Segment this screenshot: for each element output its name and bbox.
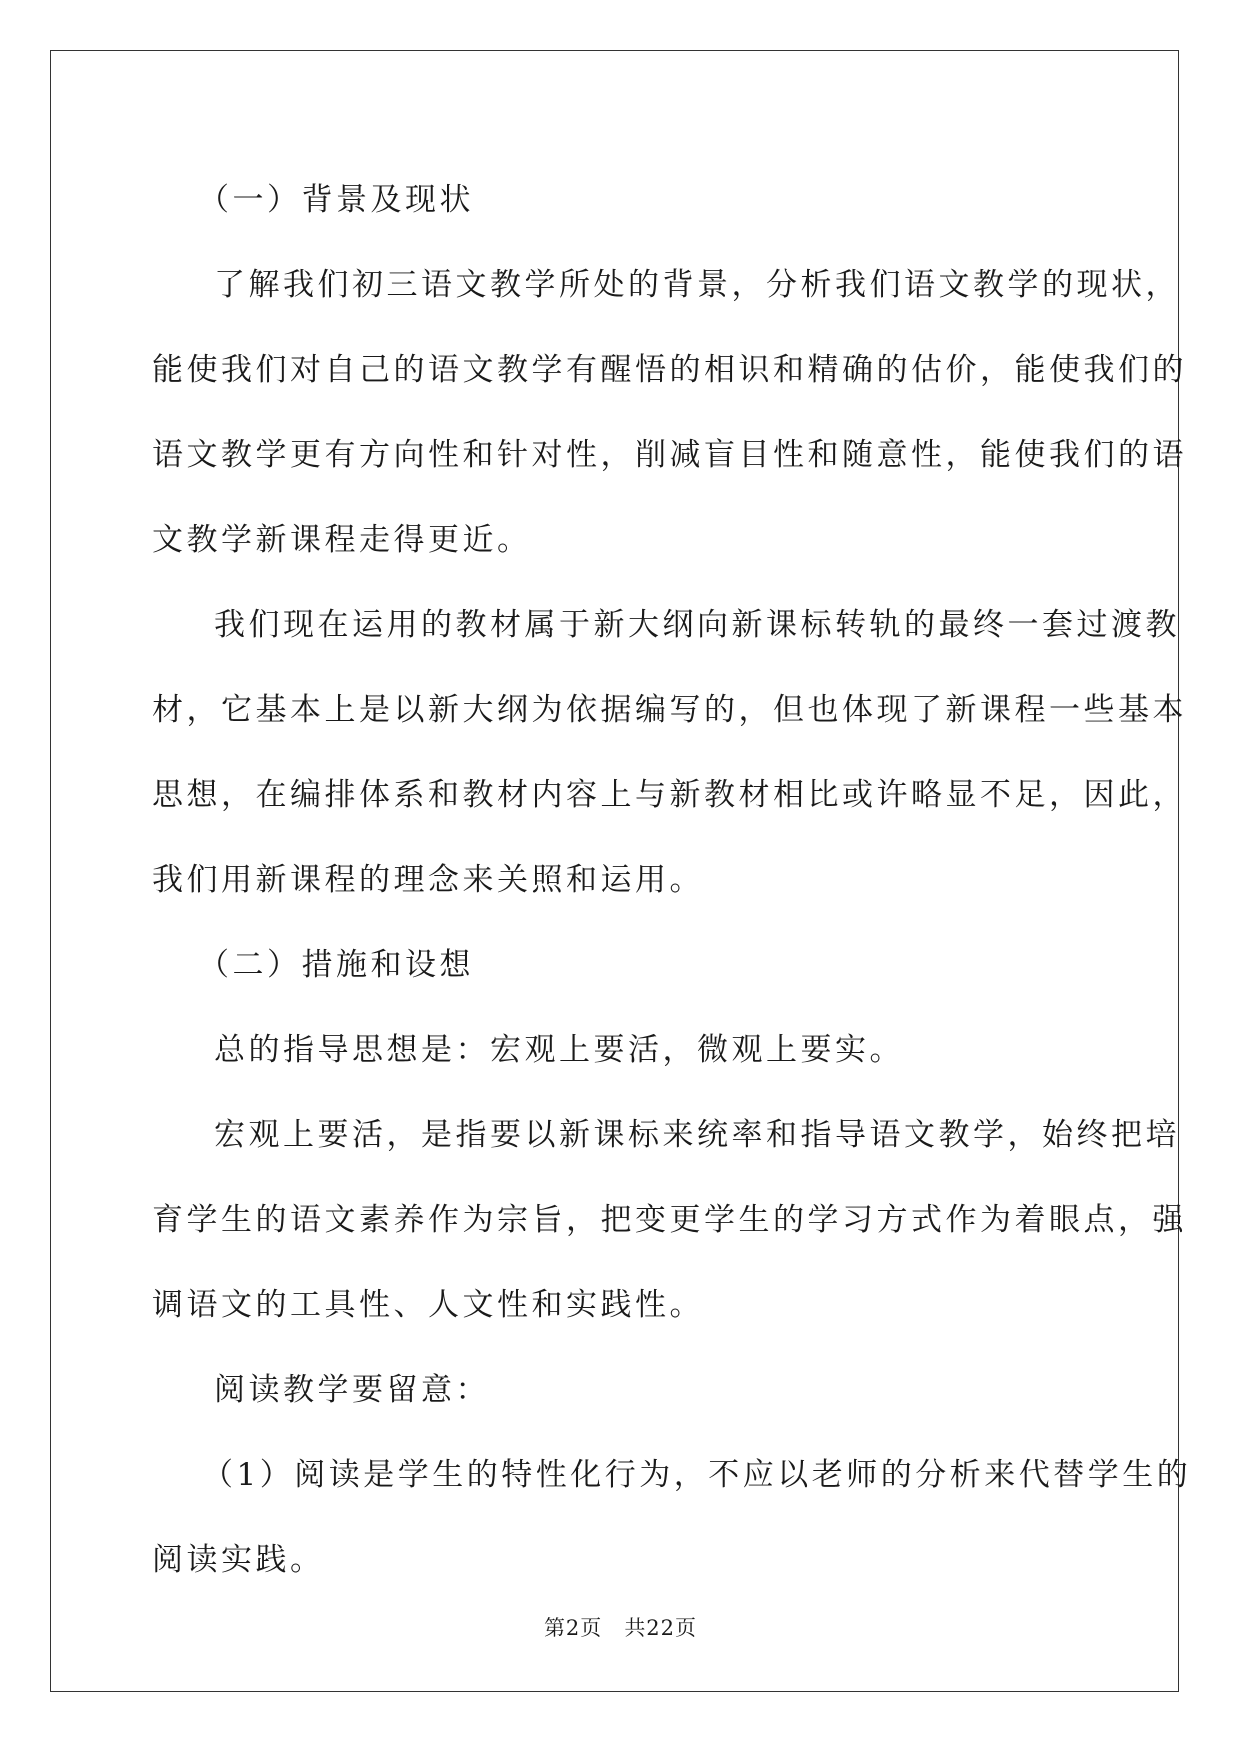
paragraph-line: 文教学新课程走得更近。 <box>152 522 532 558</box>
paragraph-line: 阅读教学要留意： <box>214 1372 490 1408</box>
paragraph-line: 语文教学更有方向性和针对性，削减盲目性和随意性，能使我们的语 <box>152 437 1187 473</box>
paragraph-line: 我们现在运用的教材属于新大纲向新课标转轨的最终一套过渡教 <box>214 607 1180 643</box>
paragraph-line: 育学生的语文素养作为宗旨，把变更学生的学习方式作为着眼点，强 <box>152 1202 1187 1238</box>
paragraph-line: 材，它基本上是以新大纲为依据编写的，但也体现了新课程一些基本 <box>152 692 1187 728</box>
paragraph-line: 思想，在编排体系和教材内容上与新教材相比或许略显不足，因此， <box>152 777 1187 813</box>
paragraph-line: 调语文的工具性、人文性和实践性。 <box>152 1287 704 1323</box>
list-item-line: （1）阅读是学生的特性化行为，不应以老师的分析来代替学生的 <box>202 1457 1192 1493</box>
page-number: 第2页 <box>543 1616 603 1640</box>
paragraph-line: 总的指导思想是：宏观上要活，微观上要实。 <box>214 1032 904 1068</box>
paragraph-line: 阅读实践。 <box>152 1542 325 1578</box>
paragraph-line: 宏观上要活，是指要以新课标来统率和指导语文教学，始终把培 <box>214 1117 1180 1153</box>
paragraph-line: 了解我们初三语文教学所处的背景，分析我们语文教学的现状， <box>214 267 1180 303</box>
section-heading: （二）措施和设想 <box>198 947 474 983</box>
page-footer <box>0 1612 1241 1642</box>
document-body <box>152 158 1192 1603</box>
section-heading: （一）背景及现状 <box>198 182 474 218</box>
paragraph-line: 能使我们对自己的语文教学有醒悟的相识和精确的估价，能使我们的 <box>152 352 1187 388</box>
paragraph-line: 我们用新课程的理念来关照和运用。 <box>152 862 704 898</box>
total-pages: 共22页 <box>624 1616 698 1640</box>
